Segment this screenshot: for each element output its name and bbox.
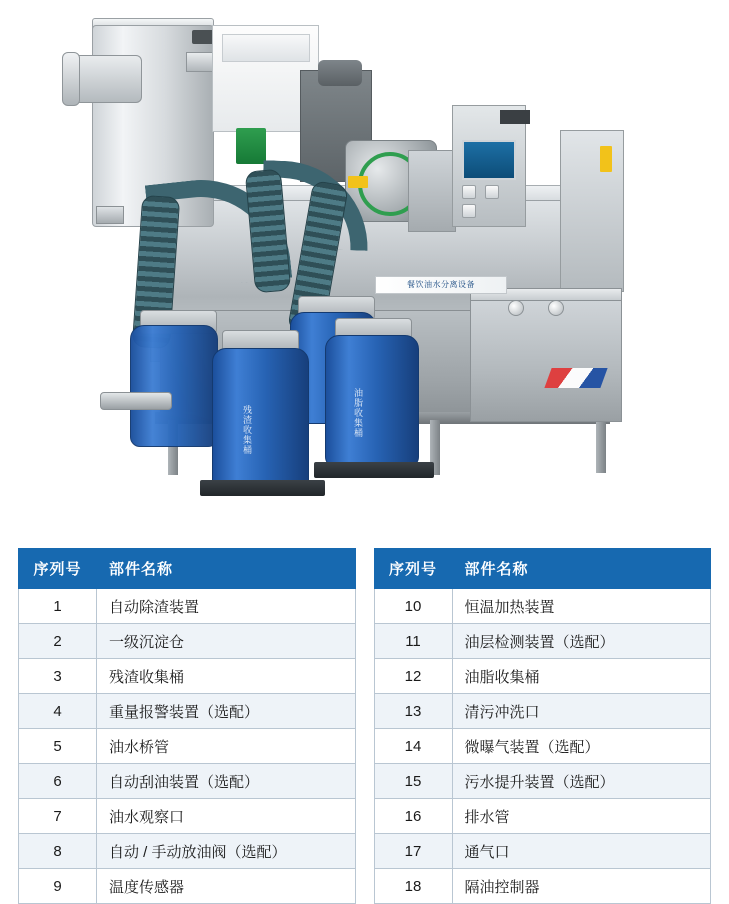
cell-name: 微曝气装置（选配） (452, 729, 711, 764)
table-row (19, 589, 356, 624)
table-header-row (374, 549, 711, 589)
table-row (374, 694, 711, 729)
cell-name: 油水桥管 (97, 729, 356, 764)
cell-name: 隔油控制器 (452, 869, 711, 904)
panel-button (485, 185, 499, 199)
header-name: 部件名称 (97, 549, 356, 589)
inlet-nozzle-cap (62, 52, 80, 106)
warning-sticker (348, 176, 368, 188)
parts-table-right (374, 548, 712, 904)
table-row (374, 624, 711, 659)
parts-table-left (18, 548, 356, 904)
cell-index: 5 (19, 729, 97, 764)
cell-name: 排水管 (452, 799, 711, 834)
cell-index: 15 (374, 764, 452, 799)
cell-name: 油水观察口 (97, 799, 356, 834)
cell-index: 4 (19, 694, 97, 729)
table-row (19, 659, 356, 694)
table-row (19, 694, 356, 729)
cell-index: 11 (374, 624, 452, 659)
table-row (19, 869, 356, 904)
residue-collection-drum (130, 325, 218, 447)
panel-button (462, 204, 476, 218)
side-warning-sticker (600, 146, 612, 172)
cabinet-knob (508, 300, 524, 316)
cell-name: 自动刮油装置（选配） (97, 764, 356, 799)
parts-legend-tables (0, 540, 729, 904)
table-row (374, 869, 711, 904)
cell-name: 残渣收集桶 (97, 659, 356, 694)
panel-button (462, 185, 476, 199)
duct-elbow (318, 60, 362, 86)
cell-index: 18 (374, 869, 452, 904)
weighing-platform (200, 480, 325, 496)
side-cabinet-upper (560, 130, 624, 292)
motor-bracket (408, 150, 456, 232)
cell-name: 油层检测装置（选配） (452, 624, 711, 659)
cell-index: 2 (19, 624, 97, 659)
cell-index: 6 (19, 764, 97, 799)
drain-pipe (100, 392, 172, 410)
drum-label-residue: 残渣收集桶 (242, 405, 252, 455)
drum-label-grease: 油脂收集桶 (353, 388, 363, 438)
header-index: 序列号 (374, 549, 452, 589)
cell-index: 7 (19, 799, 97, 834)
cell-name: 污水提升装置（选配） (452, 764, 711, 799)
cell-index: 14 (374, 729, 452, 764)
cell-name: 重量报警装置（选配） (97, 694, 356, 729)
cell-name: 自动除渣装置 (97, 589, 356, 624)
cabinet-knob (548, 300, 564, 316)
cell-index: 12 (374, 659, 452, 694)
cell-index: 8 (19, 834, 97, 869)
decor-stripe (544, 368, 607, 388)
panel-button-row (462, 185, 514, 197)
cell-name: 清污冲洗口 (452, 694, 711, 729)
table-row (374, 659, 711, 694)
weighing-platform (314, 462, 434, 478)
cell-index: 13 (374, 694, 452, 729)
cell-name: 通气口 (452, 834, 711, 869)
table-row (374, 764, 711, 799)
cell-name: 温度传感器 (97, 869, 356, 904)
table-header-row (19, 549, 356, 589)
table-row (374, 799, 711, 834)
table-row (374, 589, 711, 624)
cell-index: 10 (374, 589, 452, 624)
cell-index: 1 (19, 589, 97, 624)
pump-cabinet (470, 300, 622, 422)
header-index: 序列号 (19, 549, 97, 589)
residue-collection-drum-front (212, 348, 309, 490)
cell-index: 9 (19, 869, 97, 904)
panel-screen (462, 140, 516, 180)
inlet-nozzle (70, 55, 142, 103)
cell-index: 16 (374, 799, 452, 834)
side-valve (96, 206, 124, 224)
cell-name: 自动 / 手动放油阀（选配） (97, 834, 356, 869)
controller-display (222, 34, 310, 62)
table-row (19, 799, 356, 834)
machine-brand-label: 餐饮油水分离设备 (375, 276, 507, 294)
header-name: 部件名称 (452, 549, 711, 589)
cell-name: 油脂收集桶 (452, 659, 711, 694)
cell-name: 恒温加热装置 (452, 589, 711, 624)
cell-index: 17 (374, 834, 452, 869)
machine-leg (596, 418, 606, 473)
cell-name: 一级沉淀仓 (97, 624, 356, 659)
cell-index: 3 (19, 659, 97, 694)
table-row (19, 834, 356, 869)
table-row (19, 624, 356, 659)
table-row (19, 764, 356, 799)
green-label-tag (236, 128, 266, 164)
table-row (374, 834, 711, 869)
table-row (374, 729, 711, 764)
grease-collection-drum-front (325, 335, 419, 467)
table-row (19, 729, 356, 764)
panel-indicator-strip (500, 110, 530, 124)
